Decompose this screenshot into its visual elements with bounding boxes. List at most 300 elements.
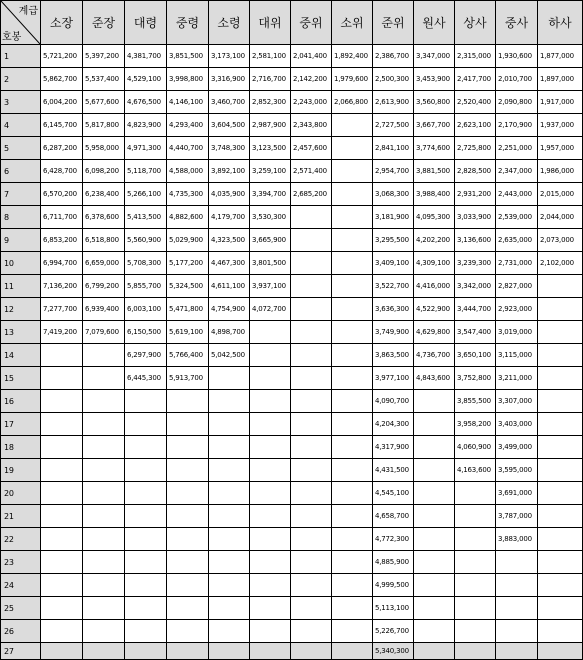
salary-cell: [291, 321, 332, 344]
salary-cell: 2,571,400: [291, 160, 332, 183]
salary-cell: [250, 482, 291, 505]
salary-cell: [83, 551, 125, 574]
salary-cell: [209, 643, 250, 660]
table-row: [1, 252, 583, 275]
table-row: [1, 643, 583, 660]
salary-cell: [414, 528, 455, 551]
salary-cell: 2,931,200: [455, 183, 496, 206]
salary-cell: [538, 321, 583, 344]
salary-cell: 6,145,700: [41, 114, 83, 137]
salary-cell: [496, 643, 538, 660]
salary-cell: 2,635,000: [496, 229, 538, 252]
table-row: [1, 528, 583, 551]
salary-cell: 2,539,000: [496, 206, 538, 229]
salary-cell: 3,787,000: [496, 505, 538, 528]
salary-cell: 4,735,300: [167, 183, 209, 206]
salary-cell: [538, 505, 583, 528]
salary-cell: 2,073,000: [538, 229, 583, 252]
table-row: [1, 229, 583, 252]
salary-cell: [538, 643, 583, 660]
step-number: 1: [1, 45, 41, 68]
salary-cell: [332, 459, 373, 482]
table-row: [1, 137, 583, 160]
step-number: 17: [1, 413, 41, 436]
salary-cell: [83, 574, 125, 597]
salary-cell: [332, 321, 373, 344]
salary-cell: [538, 436, 583, 459]
salary-cell: 5,560,900: [125, 229, 167, 252]
salary-cell: 6,853,200: [41, 229, 83, 252]
salary-cell: 4,588,000: [167, 160, 209, 183]
table-row: [1, 551, 583, 574]
salary-cell: 5,766,400: [167, 344, 209, 367]
step-number: 9: [1, 229, 41, 252]
salary-cell: 2,343,800: [291, 114, 332, 137]
rank-header: 대령: [125, 1, 167, 45]
salary-cell: 4,381,700: [125, 45, 167, 68]
salary-cell: [167, 413, 209, 436]
salary-cell: 5,340,300: [373, 643, 414, 660]
salary-cell: [496, 551, 538, 574]
header-row: [1, 1, 583, 45]
salary-cell: 6,659,000: [83, 252, 125, 275]
salary-cell: 4,146,100: [167, 91, 209, 114]
salary-cell: 3,937,100: [250, 275, 291, 298]
salary-cell: 2,243,000: [291, 91, 332, 114]
salary-cell: [250, 321, 291, 344]
salary-cell: 4,309,100: [414, 252, 455, 275]
salary-cell: [538, 459, 583, 482]
salary-cell: [83, 344, 125, 367]
salary-cell: [250, 367, 291, 390]
table-row: [1, 206, 583, 229]
salary-cell: 4,754,900: [209, 298, 250, 321]
salary-cell: 4,323,500: [209, 229, 250, 252]
table-row: [1, 321, 583, 344]
salary-cell: 3,444,700: [455, 298, 496, 321]
salary-cell: [41, 482, 83, 505]
salary-cell: 2,457,600: [291, 137, 332, 160]
salary-cell: 3,033,900: [455, 206, 496, 229]
salary-cell: [291, 643, 332, 660]
salary-cell: [167, 390, 209, 413]
salary-cell: 3,181,900: [373, 206, 414, 229]
step-number: 8: [1, 206, 41, 229]
salary-cell: 3,855,500: [455, 390, 496, 413]
table-row: [1, 459, 583, 482]
salary-cell: [250, 574, 291, 597]
salary-cell: 3,881,500: [414, 160, 455, 183]
salary-cell: [332, 160, 373, 183]
salary-cell: [125, 597, 167, 620]
salary-cell: [455, 528, 496, 551]
salary-cell: 3,650,100: [455, 344, 496, 367]
salary-cell: 5,855,700: [125, 275, 167, 298]
salary-cell: [538, 574, 583, 597]
rank-header: 원사: [414, 1, 455, 45]
rank-header: 준장: [83, 1, 125, 45]
salary-cell: [455, 482, 496, 505]
step-number: 22: [1, 528, 41, 551]
salary-cell: 4,440,700: [167, 137, 209, 160]
salary-cell: 2,987,900: [250, 114, 291, 137]
salary-cell: [538, 275, 583, 298]
salary-cell: [83, 597, 125, 620]
step-number: 10: [1, 252, 41, 275]
salary-cell: [538, 482, 583, 505]
salary-cell: [538, 390, 583, 413]
salary-cell: [83, 413, 125, 436]
salary-cell: 3,748,300: [209, 137, 250, 160]
salary-cell: [538, 367, 583, 390]
salary-cell: 4,202,200: [414, 229, 455, 252]
salary-cell: [83, 528, 125, 551]
table-row: [1, 367, 583, 390]
salary-cell: [332, 252, 373, 275]
salary-cell: [414, 459, 455, 482]
salary-cell: [414, 597, 455, 620]
salary-cell: [291, 482, 332, 505]
salary-cell: [41, 597, 83, 620]
table-row: [1, 620, 583, 643]
salary-cell: 4,416,000: [414, 275, 455, 298]
salary-cell: [83, 367, 125, 390]
salary-cell: [291, 574, 332, 597]
salary-cell: [291, 597, 332, 620]
salary-cell: [125, 482, 167, 505]
salary-cell: [83, 620, 125, 643]
salary-cell: 6,150,500: [125, 321, 167, 344]
salary-cell: [291, 390, 332, 413]
salary-cell: 6,297,900: [125, 344, 167, 367]
salary-cell: 4,885,900: [373, 551, 414, 574]
salary-cell: 1,892,400: [332, 45, 373, 68]
salary-cell: 4,823,900: [125, 114, 167, 137]
salary-cell: 5,397,200: [83, 45, 125, 68]
table-row: [1, 344, 583, 367]
table-row: [1, 505, 583, 528]
salary-cell: 4,843,600: [414, 367, 455, 390]
salary-cell: 4,522,900: [414, 298, 455, 321]
salary-cell: [167, 597, 209, 620]
salary-cell: 3,403,000: [496, 413, 538, 436]
salary-cell: 4,999,500: [373, 574, 414, 597]
salary-cell: 3,499,000: [496, 436, 538, 459]
salary-cell: [83, 482, 125, 505]
salary-cell: 4,095,300: [414, 206, 455, 229]
salary-cell: [538, 344, 583, 367]
step-number: 7: [1, 183, 41, 206]
salary-cell: 2,827,000: [496, 275, 538, 298]
salary-cell: 4,658,700: [373, 505, 414, 528]
salary-cell: 3,863,500: [373, 344, 414, 367]
salary-cell: [291, 528, 332, 551]
step-number: 5: [1, 137, 41, 160]
rank-header: 소위: [332, 1, 373, 45]
step-number: 23: [1, 551, 41, 574]
salary-cell: 4,179,700: [209, 206, 250, 229]
salary-cell: [167, 528, 209, 551]
step-number: 6: [1, 160, 41, 183]
salary-cell: [414, 390, 455, 413]
salary-cell: [41, 551, 83, 574]
salary-cell: 2,015,000: [538, 183, 583, 206]
salary-cell: [496, 597, 538, 620]
salary-cell: [250, 413, 291, 436]
salary-cell: [332, 275, 373, 298]
salary-cell: 6,994,700: [41, 252, 83, 275]
table-row: [1, 390, 583, 413]
salary-cell: 2,102,000: [538, 252, 583, 275]
salary-cell: 6,570,200: [41, 183, 83, 206]
salary-cell: 1,877,000: [538, 45, 583, 68]
salary-cell: 3,123,500: [250, 137, 291, 160]
salary-cell: 2,010,700: [496, 68, 538, 91]
salary-cell: 2,066,800: [332, 91, 373, 114]
salary-cell: 3,307,000: [496, 390, 538, 413]
salary-cell: 3,522,700: [373, 275, 414, 298]
salary-cell: [167, 551, 209, 574]
salary-cell: 2,716,700: [250, 68, 291, 91]
salary-cell: [291, 344, 332, 367]
salary-cell: [209, 505, 250, 528]
step-number: 4: [1, 114, 41, 137]
salary-cell: 1,986,000: [538, 160, 583, 183]
step-number: 25: [1, 597, 41, 620]
salary-cell: [414, 482, 455, 505]
salary-cell: 5,266,100: [125, 183, 167, 206]
salary-cell: 7,136,200: [41, 275, 83, 298]
salary-cell: [538, 620, 583, 643]
rank-header: 중위: [291, 1, 332, 45]
table-body: [1, 45, 583, 660]
corner-header: [1, 1, 41, 45]
salary-cell: 3,115,000: [496, 344, 538, 367]
salary-cell: 3,883,000: [496, 528, 538, 551]
table-row: [1, 68, 583, 91]
salary-cell: 3,259,100: [250, 160, 291, 183]
salary-cell: [291, 459, 332, 482]
salary-cell: [125, 390, 167, 413]
salary-cell: 6,378,600: [83, 206, 125, 229]
salary-cell: [209, 367, 250, 390]
rank-header: 대위: [250, 1, 291, 45]
salary-cell: [538, 413, 583, 436]
salary-cell: 5,537,400: [83, 68, 125, 91]
salary-cell: 3,851,500: [167, 45, 209, 68]
salary-cell: [125, 505, 167, 528]
salary-cell: 2,731,000: [496, 252, 538, 275]
salary-cell: 3,453,900: [414, 68, 455, 91]
salary-cell: [332, 137, 373, 160]
salary-cell: 4,035,900: [209, 183, 250, 206]
salary-cell: [167, 505, 209, 528]
table-row: [1, 183, 583, 206]
salary-cell: 4,090,700: [373, 390, 414, 413]
salary-cell: 3,019,000: [496, 321, 538, 344]
salary-cell: [125, 528, 167, 551]
salary-cell: [41, 413, 83, 436]
salary-cell: 2,347,000: [496, 160, 538, 183]
salary-cell: 3,068,300: [373, 183, 414, 206]
salary-cell: 3,409,100: [373, 252, 414, 275]
salary-cell: 4,317,900: [373, 436, 414, 459]
salary-cell: 7,277,700: [41, 298, 83, 321]
salary-cell: [496, 574, 538, 597]
salary-cell: [250, 505, 291, 528]
salary-cell: [167, 643, 209, 660]
salary-cell: [41, 528, 83, 551]
salary-cell: 3,560,800: [414, 91, 455, 114]
table-row: [1, 45, 583, 68]
salary-cell: 5,113,100: [373, 597, 414, 620]
step-number: 21: [1, 505, 41, 528]
salary-cell: 2,251,000: [496, 137, 538, 160]
salary-cell: [291, 413, 332, 436]
salary-cell: [125, 643, 167, 660]
salary-cell: 1,930,600: [496, 45, 538, 68]
table-row: [1, 436, 583, 459]
salary-cell: [291, 551, 332, 574]
salary-cell: 2,623,100: [455, 114, 496, 137]
rank-header: 준위: [373, 1, 414, 45]
salary-cell: [41, 344, 83, 367]
salary-cell: 2,852,300: [250, 91, 291, 114]
salary-cell: 3,691,000: [496, 482, 538, 505]
salary-cell: 4,293,400: [167, 114, 209, 137]
salary-cell: 5,619,100: [167, 321, 209, 344]
salary-cell: 5,708,300: [125, 252, 167, 275]
salary-cell: [250, 643, 291, 660]
salary-cell: [291, 620, 332, 643]
salary-cell: 5,677,600: [83, 91, 125, 114]
salary-cell: [250, 528, 291, 551]
salary-cell: [332, 183, 373, 206]
salary-cell: [414, 620, 455, 643]
salary-cell: [83, 643, 125, 660]
table-row: [1, 413, 583, 436]
salary-cell: 5,913,700: [167, 367, 209, 390]
salary-cell: 3,173,100: [209, 45, 250, 68]
salary-cell: 6,939,400: [83, 298, 125, 321]
salary-cell: 3,295,500: [373, 229, 414, 252]
salary-cell: [209, 620, 250, 643]
salary-cell: [538, 597, 583, 620]
salary-cell: 6,445,300: [125, 367, 167, 390]
salary-cell: [291, 436, 332, 459]
step-number: 18: [1, 436, 41, 459]
salary-cell: 3,667,700: [414, 114, 455, 137]
salary-cell: [455, 620, 496, 643]
salary-cell: 2,142,200: [291, 68, 332, 91]
salary-cell: 4,676,500: [125, 91, 167, 114]
salary-cell: 3,547,400: [455, 321, 496, 344]
salary-cell: [332, 229, 373, 252]
salary-cell: [167, 482, 209, 505]
salary-cell: [209, 413, 250, 436]
salary-cell: [332, 574, 373, 597]
salary-cell: 3,665,900: [250, 229, 291, 252]
salary-cell: [496, 620, 538, 643]
salary-cell: [125, 574, 167, 597]
corner-grade-label: 계급: [18, 6, 38, 17]
salary-cell: 6,518,800: [83, 229, 125, 252]
salary-cell: [332, 436, 373, 459]
step-number: 12: [1, 298, 41, 321]
salary-cell: 2,315,000: [455, 45, 496, 68]
salary-cell: 2,841,100: [373, 137, 414, 160]
salary-cell: [209, 459, 250, 482]
step-number: 2: [1, 68, 41, 91]
salary-cell: 3,136,600: [455, 229, 496, 252]
salary-cell: 2,685,200: [291, 183, 332, 206]
salary-cell: [41, 620, 83, 643]
salary-cell: [125, 551, 167, 574]
salary-cell: [125, 459, 167, 482]
rank-header: 하사: [538, 1, 583, 45]
salary-cell: [250, 390, 291, 413]
salary-cell: 5,413,500: [125, 206, 167, 229]
salary-cell: [250, 459, 291, 482]
salary-cell: [83, 436, 125, 459]
salary-cell: [332, 505, 373, 528]
salary-cell: 2,170,900: [496, 114, 538, 137]
salary-cell: [332, 206, 373, 229]
salary-cell: [455, 643, 496, 660]
salary-cell: [455, 574, 496, 597]
salary-cell: [291, 367, 332, 390]
salary-cell: [125, 620, 167, 643]
salary-cell: 4,467,300: [209, 252, 250, 275]
salary-cell: 4,882,600: [167, 206, 209, 229]
salary-cell: [125, 436, 167, 459]
salary-cell: 5,862,700: [41, 68, 83, 91]
salary-cell: 4,736,700: [414, 344, 455, 367]
salary-cell: 3,774,600: [414, 137, 455, 160]
salary-cell: 2,727,500: [373, 114, 414, 137]
salary-cell: [167, 459, 209, 482]
salary-cell: 3,342,000: [455, 275, 496, 298]
salary-cell: [167, 574, 209, 597]
salary-cell: [332, 482, 373, 505]
salary-cell: [209, 597, 250, 620]
salary-cell: [209, 482, 250, 505]
salary-cell: [250, 344, 291, 367]
salary-cell: 3,892,100: [209, 160, 250, 183]
salary-cell: [209, 390, 250, 413]
salary-cell: 2,044,000: [538, 206, 583, 229]
salary-cell: 6,238,400: [83, 183, 125, 206]
salary-cell: [414, 436, 455, 459]
salary-cell: 3,636,300: [373, 298, 414, 321]
salary-cell: 4,772,300: [373, 528, 414, 551]
salary-cell: [414, 505, 455, 528]
salary-cell: [167, 436, 209, 459]
salary-cell: 2,417,700: [455, 68, 496, 91]
step-number: 14: [1, 344, 41, 367]
step-number: 11: [1, 275, 41, 298]
table-row: [1, 160, 583, 183]
salary-cell: [167, 620, 209, 643]
salary-cell: [332, 367, 373, 390]
salary-cell: 2,581,100: [250, 45, 291, 68]
salary-cell: 4,163,600: [455, 459, 496, 482]
salary-cell: [209, 436, 250, 459]
salary-cell: 7,079,600: [83, 321, 125, 344]
salary-cell: 5,177,200: [167, 252, 209, 275]
salary-cell: [41, 459, 83, 482]
salary-cell: [83, 505, 125, 528]
